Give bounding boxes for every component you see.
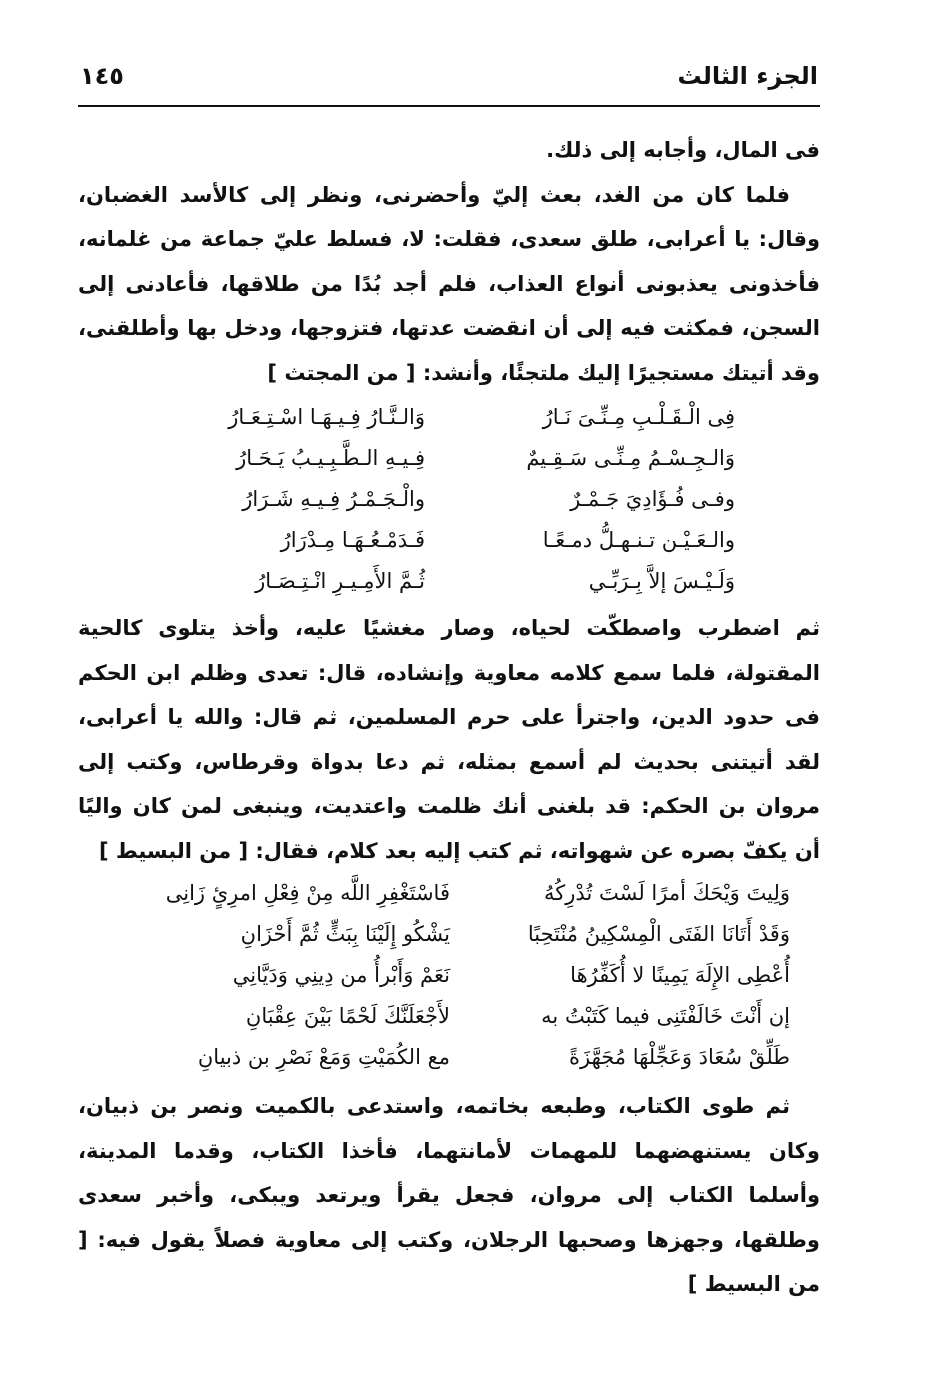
verse-first-hemistich: إن أَنْتَ خَالَفْتَنِى فيما كَتَبْتُ به <box>541 1004 790 1028</box>
verse-first-hemistich: وَلَـيْـسَ إلاَّ بِـرَبِّـي <box>588 569 735 593</box>
verse-first-hemistich: والـعَـيْـن تـنـهـلُّ دمـعًـا <box>542 528 735 552</box>
running-title: الجزء الثالث <box>677 62 818 90</box>
verse-line <box>78 397 820 438</box>
verse-line <box>78 873 820 914</box>
verse-second-hemistich: فِـيـهِ الـطَّـبِـيـبُ يَـحَـارُ <box>236 446 425 470</box>
verse-first-hemistich: وَلِيتَ وَيْحَكَ أمرًا لَسْتَ تُدْرِكُهُ <box>544 881 790 905</box>
page-number: ١٤٥ <box>80 62 124 90</box>
page-header <box>78 60 818 100</box>
verse-second-hemistich: والْـجَـمْـرُ فِـيـهِ شَـرَارُ <box>242 487 425 511</box>
verse-second-hemistich: فَـدَمْـعُـهَـا مِـدْرَارُ <box>280 528 425 552</box>
poem-mujtath <box>78 397 820 602</box>
verse-second-hemistich: يَشْكُو إِلَيْنَا بِبَثٍّ ثُمَّ أَحْزَانِ <box>240 922 450 946</box>
paragraph: ثم اضطرب واصطكّت لحياه، وصار مغشيًا عليه، وأخذ يتلوى كالحية المقتولة، فلما سمع كلامه معاوية وإنشاده، قال: تعدى وظلم ابن الحكم فى حدود الدين، واجترأ على حرم المسلمين، ثم قال: والله يا أعرابى، لقد أتيتنى بحديث لم أسمع بمثله، ثم دعا بدواة وقرطاس، وكتب إلى مروان بن الحكم: قد بلغنى أنك ظلمت واعتديت، وينبغى لمن كان واليًا أن يكفّ بصره عن شهواته، ثم كتب إليه بعد كلام، فقال: [ من البسيط ] <box>78 616 820 863</box>
poem-basit <box>78 873 820 1078</box>
page-body <box>78 128 820 1307</box>
paragraph: فلما كان من الغد، بعث إليّ وأحضرنى، ونظر إلى كالأسد الغضبان، وقال: يا أعرابى، طلق سعدى، فقلت: لا، فسلط عليّ جماعة من غلمانه، فأخذونى يعذبونى أنواع العذاب، فلم أجد بُدًا من طلاقها، فأعادنى إلى السجن، فمكثت فيه إلى أن انقضت عدتها، فتزوجها، ودخل بها وأطلقنى، وقد أتيتك مستجيرًا إليك ملتجئًا، وأنشد: [ من المجتث ] <box>78 182 820 385</box>
verse-line <box>78 996 820 1037</box>
verse-line <box>78 438 820 479</box>
verse-line <box>78 914 820 955</box>
verse-second-hemistich: لأَجْعَلَنَّكَ لَحْمًا بَيْنَ عِقْبَانِ <box>245 1004 450 1028</box>
verse-first-hemistich: طَلِّقْ سُعَادَ وَعَجِّلْهَا مُجَهَّزَةً <box>568 1045 790 1069</box>
verse-line <box>78 479 820 520</box>
verse-second-hemistich: فَاسْتَغْفِرِ اللَّه مِنْ فِعْلِ امرِئٍ زَانِى <box>165 881 450 905</box>
verse-first-hemistich: وفـى فُـؤَادِيَ جَـمْـرٌ <box>570 487 735 511</box>
verse-first-hemistich: أُعْطِى الإِلَهَ يَمِينًا لا أُكَفِّرُهَا <box>570 963 790 987</box>
verse-first-hemistich: فِى الْـقَـلْـبِ مِـنِّـىَ نَـارُ <box>542 405 735 429</box>
verse-line <box>78 955 820 996</box>
header-rule <box>78 105 820 107</box>
verse-line <box>78 1037 820 1078</box>
verse-second-hemistich: مع الكُمَيْتِ وَمَعْ نَصْرِ بن ذبيانِ <box>197 1045 450 1069</box>
verse-second-hemistich: ثُـمَّ الأَمِـيـرِ انْـتِـصَـارُ <box>255 569 425 593</box>
verse-line <box>78 561 820 602</box>
paragraph: ثم طوى الكتاب، وطبعه بخاتمه، واستدعى بالكميت ونصر بن ذبيان، وكان يستنهضهما للمهمات لأمانتهما، فأخذا الكتاب، وقدما المدينة، وأسلما الكتاب إلى مروان، فجعل يقرأ ويرتعد ويبكى، وأخبر سعدى وطلقها، وجهزها وصحبها الرجلان، وكتب إلى معاوية فصلاً يقول فيه: [ من البسيط ] <box>78 1094 820 1296</box>
verse-second-hemistich: وَالـنَّـارُ فِـيـهَـا اسْـتِـعَـارُ <box>228 405 425 429</box>
paragraph: فى المال، وأجابه إلى ذلك. <box>546 138 820 162</box>
verse-first-hemistich: وَقَدْ أَتَانَا الفَتَى الْمِسْكِينُ مُنْتَحِبًا <box>527 922 790 946</box>
verse-line <box>78 520 820 561</box>
verse-second-hemistich: نَعَمْ وَأَبْرأُ من دِينِي وَدَيَّانِي <box>232 963 450 987</box>
verse-first-hemistich: وَالـجِـسْـمُ مِـنِّـى سَـقِـيمٌ <box>526 446 735 470</box>
